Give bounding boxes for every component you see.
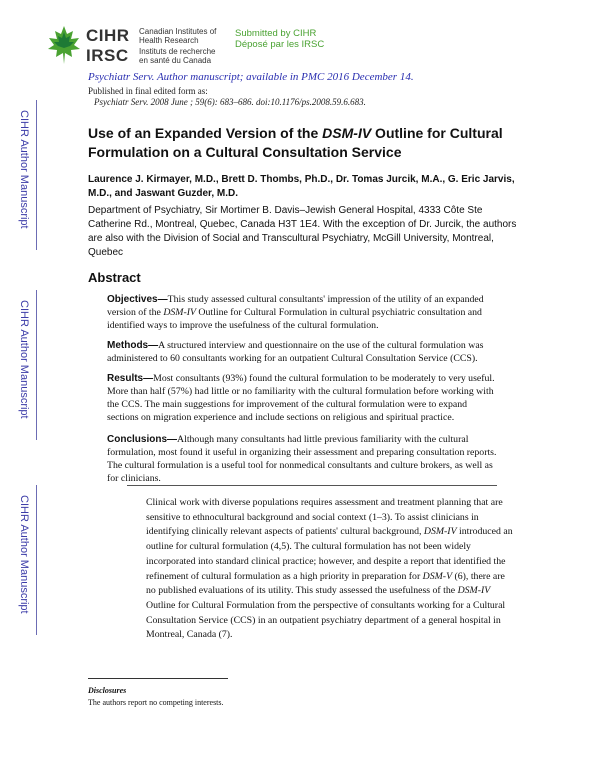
author-list: Laurence J. Kirmayer, M.D., Brett D. Thombs, Ph.D., Dr. Tomas Jurcik, M.A., G. Eric Jarvis, M.D., and Jaswant Guzder, M.D. xyxy=(88,174,515,199)
cihr-logo xyxy=(44,24,224,68)
objectives-em: DSM-IV xyxy=(163,307,196,318)
logo-english-name xyxy=(139,27,229,45)
logo-en-line1: Canadian Institutes of xyxy=(139,27,217,36)
logo-french-name xyxy=(139,47,229,65)
manuscript-banner[interactable]: Psychiatr Serv. Author manuscript; available in PMC 2016 December 14. xyxy=(88,71,414,83)
publication-info xyxy=(88,86,366,108)
side-rule-2 xyxy=(36,290,37,440)
title-part1: Use of an Expanded Version of the xyxy=(88,125,323,141)
body-p1-em3: DSM-IV xyxy=(457,585,491,597)
body-p1-c: (6), there are no published evaluations of its utility. This study assessed the usefulness of the xyxy=(146,570,505,597)
body-p1-a: Clinical work with diverse populations requires assessment and treatment planning that are sensitive to ethnocultural background and social context (1–3). To assist clinicians in identifying clinically relevant aspects of patients' cultural background, xyxy=(146,497,503,538)
citation-line xyxy=(88,97,366,108)
logo-irsc-text: IRSC xyxy=(86,46,129,65)
disclosures-heading: Disclosures xyxy=(88,686,127,695)
side-label-3: CIHR Author Manuscript xyxy=(18,495,30,614)
logo-cihr-text: CIHR xyxy=(86,26,130,45)
abstract-objectives xyxy=(107,293,497,332)
submitted-fr: Déposé par les IRSC xyxy=(235,39,325,50)
maple-leaf-icon xyxy=(44,24,84,68)
objectives-text1: This study assessed cultural consultants' impression of the utility of an expanded version of the xyxy=(107,294,484,318)
conclusions-label: Conclusions— xyxy=(107,434,178,445)
submitted-en: Submitted by CIHR xyxy=(235,28,317,39)
body-p1-b: introduced an outline for cultural formulation (4,5). The cultural formulation has not been widely incorporated into standard clinical practice; however, and despite a report that identified the refinement of cultural formulation as a high priority in preparation for xyxy=(146,526,513,582)
article-title xyxy=(88,124,528,162)
logo-fr-line1: Instituts de recherche xyxy=(139,47,216,56)
body-p1-d: Outline for Cultural Formulation from the perspective of consultants working for a Cultural Consultation Service (CCS) in an outpatient psychiatry department of a general hospital in Montreal, Canada (7). xyxy=(146,599,506,641)
side-rule-3 xyxy=(36,485,37,635)
logo-fr-line2: en santé du Canada xyxy=(139,56,212,65)
objectives-text2: Outline for Cultural Formulation in cultural psychiatric consultation and identified ways to improve the usefulness of the cultural formulation. xyxy=(107,307,482,331)
results-text: Most consultants (93%) found the cultural formulation to be moderately to very useful. More than half (57%) had little or no familiarity with the cultural formulation before working with the CCS. The main suggestions for improvement of the cultural formulation were to expand sections on migration experience and include sections on religious and spiritual practice. xyxy=(107,373,495,423)
methods-label: Methods— xyxy=(107,340,159,351)
body-p1-em1: DSM-IV xyxy=(423,526,457,538)
title-emphasis: DSM-IV xyxy=(322,125,372,141)
abstract-divider xyxy=(127,485,497,486)
published-line: Published in final edited form as: xyxy=(88,86,208,96)
conclusions-text: Although many consultants had little previous familiarity with the cultural formulation, most found it useful in organizing their assessment and preparing consultation reports. The cultural formulation is a useful tool for nonmedical consultants and culture brokers, as well as for clinicians. xyxy=(107,434,497,484)
methods-text: A structured interview and questionnaire on the use of the cultural formulation was administered to 60 consultants working for an outpatient Cultural Consultation Service (CCS). xyxy=(107,340,484,364)
footnote-divider xyxy=(88,678,228,679)
abstract-results xyxy=(107,372,497,424)
results-label: Results— xyxy=(107,373,154,384)
objectives-label: Objectives— xyxy=(107,294,168,305)
submitted-by-notice xyxy=(235,28,324,50)
logo-en-line2: Health Research xyxy=(139,36,199,45)
body-paragraph xyxy=(146,496,514,643)
affiliation: Department of Psychiatry, Sir Mortimer B. Davis–Jewish General Hospital, 4333 Côte Ste Catherine Rd., Montreal, Quebec, Canada H3T 1E4. With the exception of Dr. Jurcik, the authors are also with the Division of Social and Transcultural Psychiatry, McGill University, Montreal, Quebec xyxy=(88,205,517,258)
citation-text: Psychiatr Serv. 2008 June ; 59(6): 683–686. doi:10.1176/ps.2008.59.6.683. xyxy=(94,97,366,107)
abstract-methods xyxy=(107,339,497,365)
abstract-conclusions xyxy=(107,433,497,485)
abstract-heading: Abstract xyxy=(88,270,141,285)
side-rule-1 xyxy=(36,100,37,250)
side-label-1: CIHR Author Manuscript xyxy=(18,110,30,229)
title-part2: Outline for Cultural Formulation on a Cultural Consultation Service xyxy=(88,125,503,160)
side-label-2: CIHR Author Manuscript xyxy=(18,300,30,419)
body-p1-em2: DSM-V xyxy=(422,570,453,582)
disclosures-text: The authors report no competing interests. xyxy=(88,698,224,707)
